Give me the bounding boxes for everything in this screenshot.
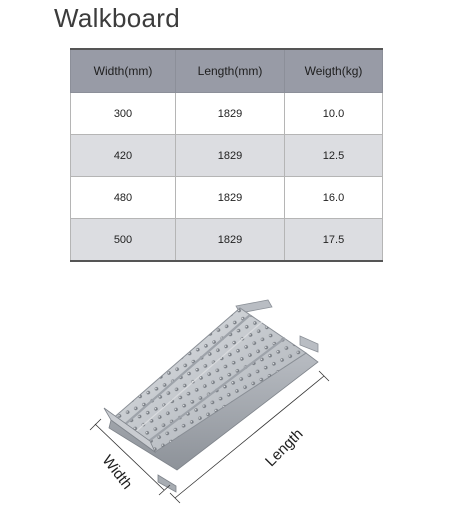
cell-weight: 10.0 [285,93,383,135]
cell-weight: 12.5 [285,135,383,177]
cell-weight: 16.0 [285,177,383,219]
cell-width: 300 [71,93,176,135]
cell-length: 1829 [176,135,285,177]
table-row [71,177,383,219]
cell-weight: 17.5 [285,219,383,262]
header-weight: Weigth(kg) [285,49,383,93]
cell-width: 500 [71,219,176,262]
cell-length: 1829 [176,177,285,219]
length-label: Length [262,425,307,471]
width-label: Width [98,452,136,493]
page-title: Walkboard [54,3,181,33]
walkboard-illustration [0,290,453,522]
header-width: Width(mm) [71,49,176,93]
table-row [71,135,383,177]
cell-length: 1829 [176,219,285,262]
table-row [71,93,383,135]
cell-length: 1829 [176,93,285,135]
spec-table [70,48,383,262]
header-length: Length(mm) [176,49,285,93]
cell-width: 480 [71,177,176,219]
table-header-row [71,49,383,93]
cell-width: 420 [71,135,176,177]
table-row [71,219,383,262]
